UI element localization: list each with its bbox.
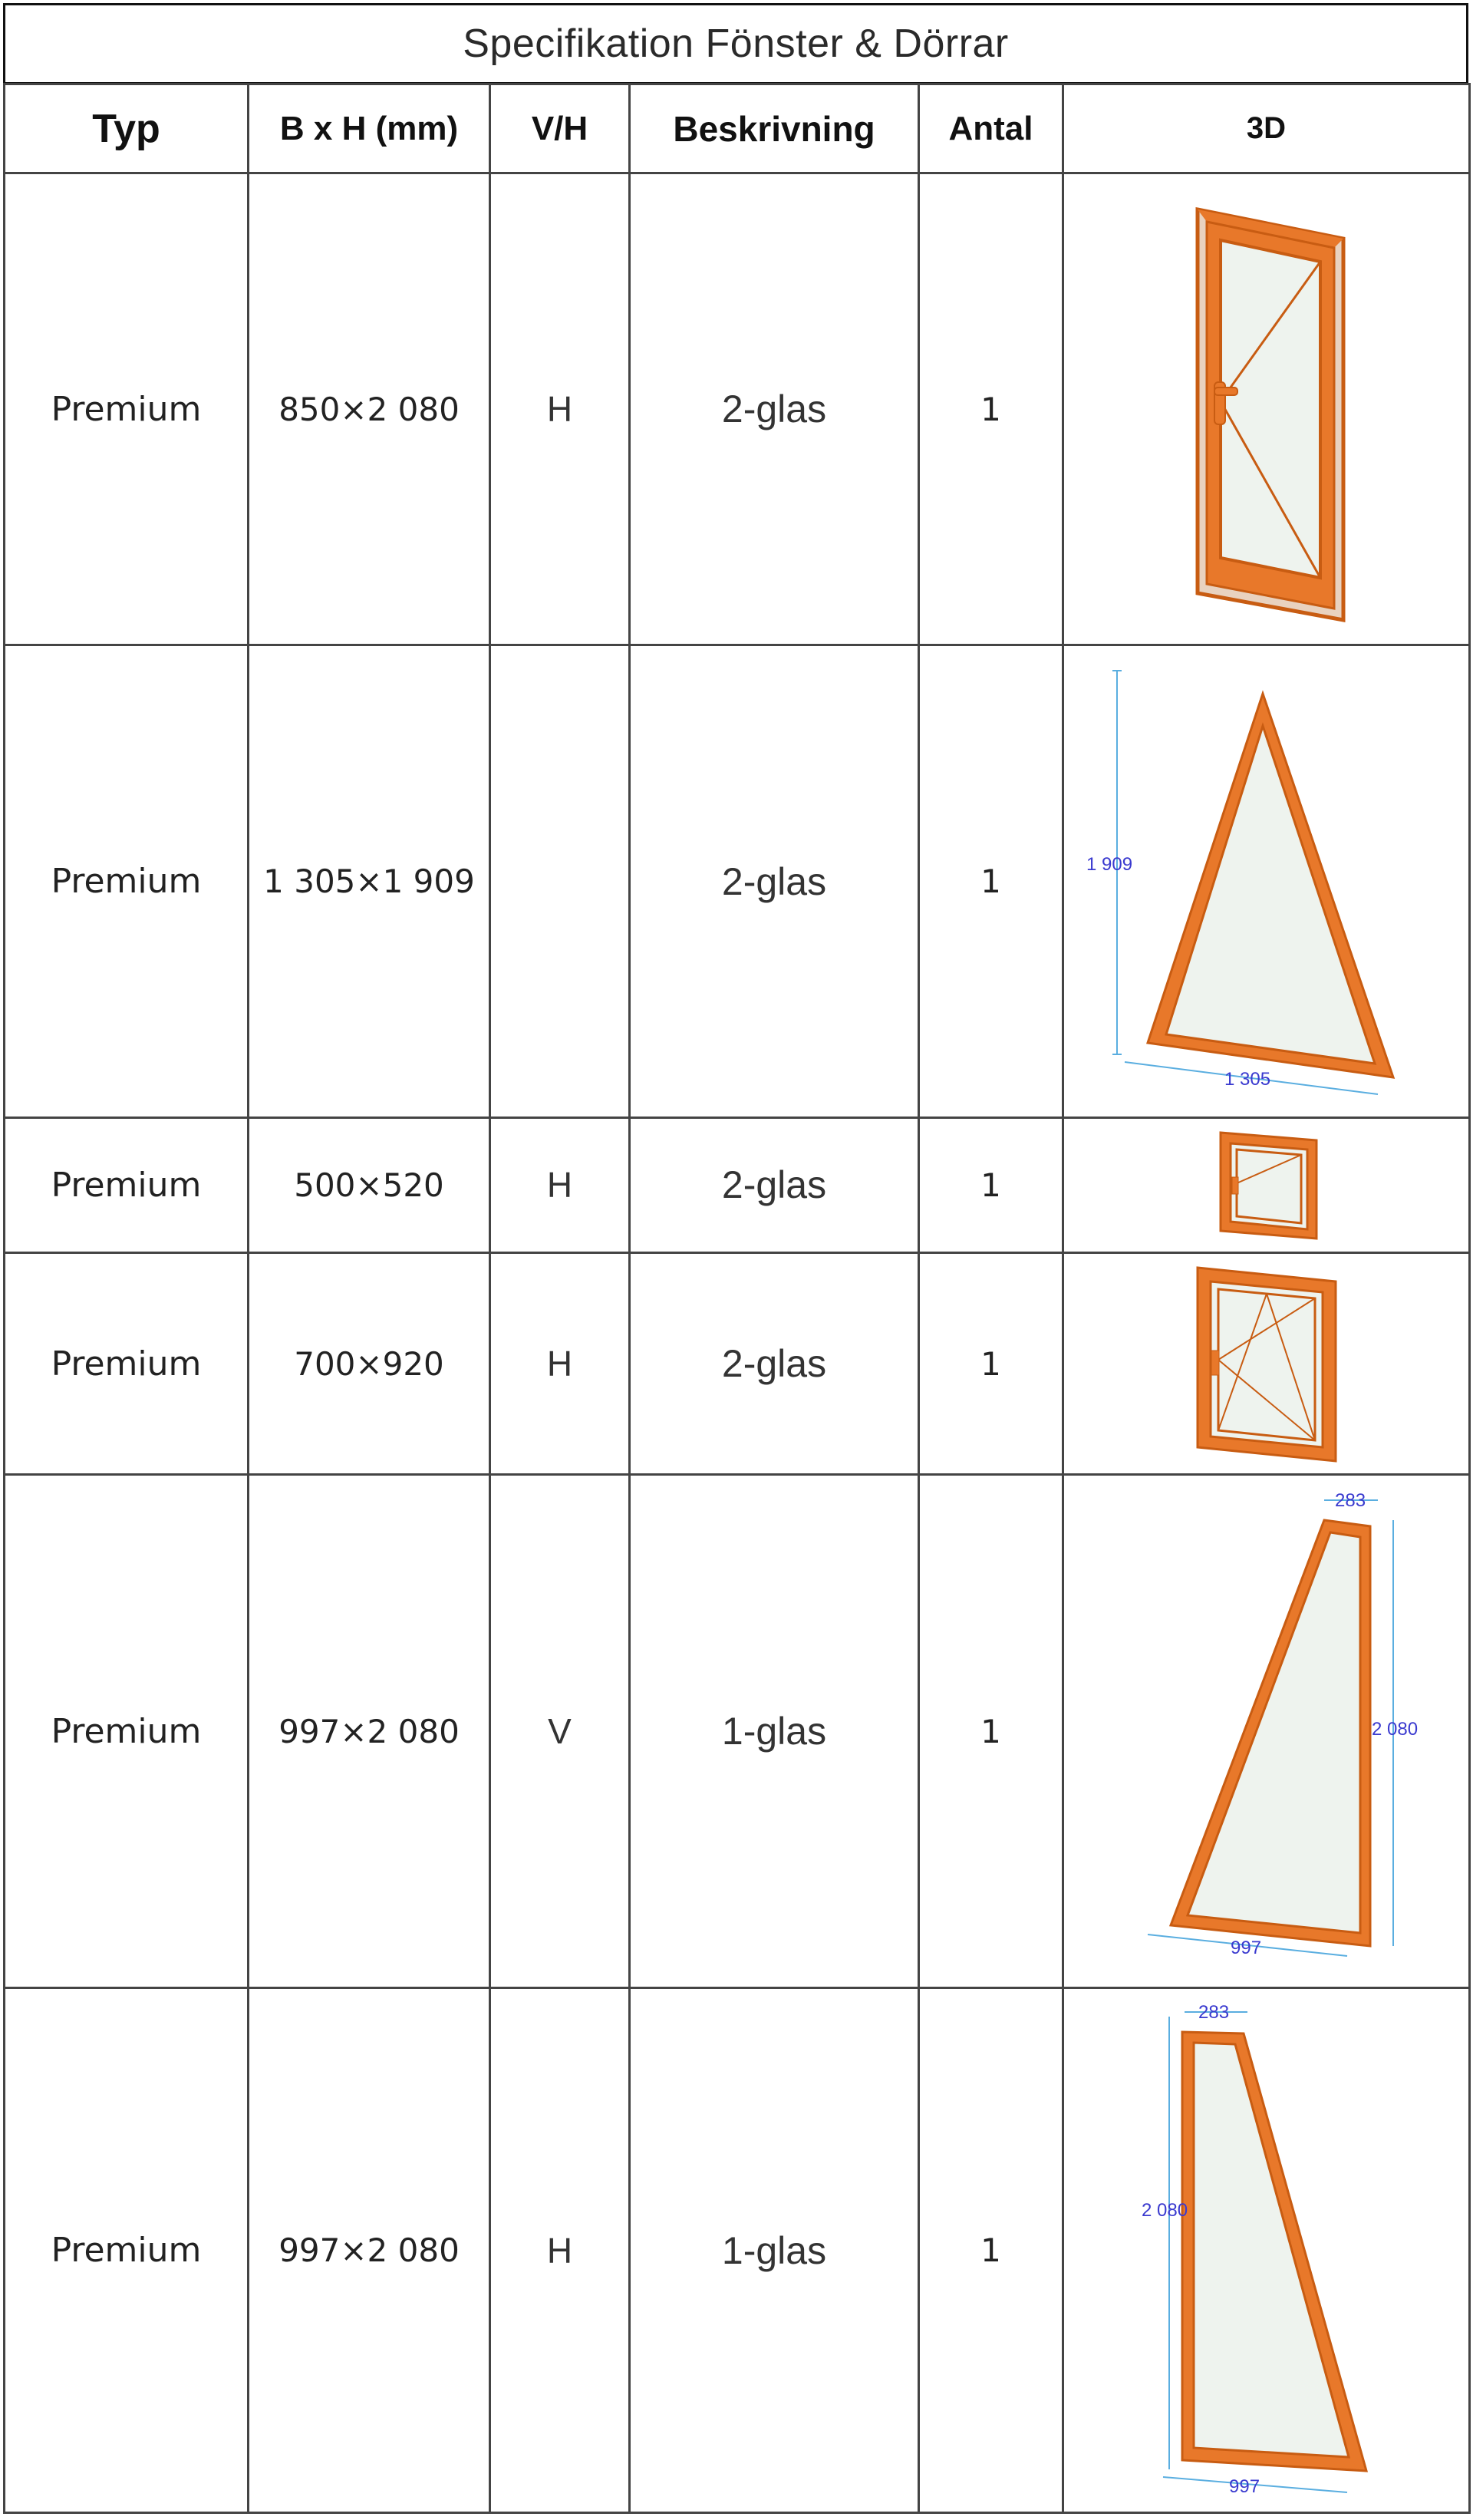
cell-3d bbox=[1063, 645, 1470, 1117]
dim-height-label: 2 080 bbox=[1141, 2199, 1188, 2221]
cell-antal: 1 bbox=[919, 645, 1063, 1117]
cell-typ: Premium bbox=[5, 645, 249, 1117]
table-row bbox=[5, 173, 1470, 645]
cell-antal: 1 bbox=[919, 173, 1063, 645]
cell-dimensions: 850×2 080 bbox=[249, 173, 490, 645]
dim-width-label: 1 305 bbox=[1224, 1068, 1270, 1090]
header-3d: 3D bbox=[1063, 84, 1470, 173]
dim-width-label: 997 bbox=[1228, 2475, 1260, 2497]
triangle-window-icon bbox=[1071, 655, 1462, 1108]
dim-width-label: 997 bbox=[1230, 1938, 1261, 1959]
cell-antal: 1 bbox=[919, 1475, 1063, 1988]
header-row bbox=[5, 84, 1470, 173]
cell-vh: H bbox=[490, 1252, 630, 1475]
spec-table bbox=[3, 83, 1471, 2514]
cell-dimensions: 500×520 bbox=[249, 1117, 490, 1252]
cell-dimensions: 997×2 080 bbox=[249, 1475, 490, 1988]
cell-vh: H bbox=[490, 1117, 630, 1252]
cell-3d bbox=[1063, 1252, 1470, 1475]
header-beskrivning: Beskrivning bbox=[630, 84, 919, 173]
cell-vh: H bbox=[490, 1988, 630, 2513]
header-typ: Typ bbox=[5, 84, 249, 173]
cell-beskrivning: 2-glas bbox=[630, 1252, 919, 1475]
cell-vh: V bbox=[490, 1475, 630, 1988]
cell-typ: Premium bbox=[5, 1252, 249, 1475]
trapezoid-window-left-icon bbox=[1071, 1489, 1462, 1973]
cell-beskrivning: 1-glas bbox=[630, 1988, 919, 2513]
cell-antal: 1 bbox=[919, 1252, 1063, 1475]
cell-dimensions: 997×2 080 bbox=[249, 1988, 490, 2513]
tilt-turn-window-icon bbox=[1186, 1260, 1347, 1467]
dim-top-label: 283 bbox=[1334, 1490, 1366, 1512]
cell-3d bbox=[1063, 173, 1470, 645]
dim-height-label: 2 080 bbox=[1371, 1719, 1418, 1740]
table-row bbox=[5, 1117, 1470, 1252]
cell-typ: Premium bbox=[5, 1475, 249, 1988]
table-row bbox=[5, 1988, 1470, 2513]
cell-typ: Premium bbox=[5, 1988, 249, 2513]
cell-beskrivning: 1-glas bbox=[630, 1475, 919, 1988]
cell-dimensions: 1 305×1 909 bbox=[249, 645, 490, 1117]
table-title: Specifikation Fönster & Dörrar bbox=[3, 3, 1468, 84]
dim-height-label: 1 909 bbox=[1086, 853, 1132, 875]
cell-beskrivning: 2-glas bbox=[630, 645, 919, 1117]
cell-dimensions: 700×920 bbox=[249, 1252, 490, 1475]
small-window-icon bbox=[1209, 1123, 1324, 1246]
table-row bbox=[5, 645, 1470, 1117]
header-vh: V/H bbox=[490, 84, 630, 173]
cell-antal: 1 bbox=[919, 1988, 1063, 2513]
cell-3d bbox=[1063, 1475, 1470, 1988]
cell-3d bbox=[1063, 1117, 1470, 1252]
cell-3d bbox=[1063, 1988, 1470, 2513]
cell-antal: 1 bbox=[919, 1117, 1063, 1252]
cell-vh: H bbox=[490, 173, 630, 645]
cell-beskrivning: 2-glas bbox=[630, 1117, 919, 1252]
trapezoid-window-right-icon bbox=[1071, 2001, 1462, 2500]
header-antal: Antal bbox=[919, 84, 1063, 173]
cell-vh bbox=[490, 645, 630, 1117]
door-icon bbox=[1167, 194, 1366, 624]
cell-beskrivning: 2-glas bbox=[630, 173, 919, 645]
table-row bbox=[5, 1252, 1470, 1475]
header-dimensions: B x H (mm) bbox=[249, 84, 490, 173]
table-row bbox=[5, 1475, 1470, 1988]
dim-top-label: 283 bbox=[1198, 2001, 1229, 2023]
cell-typ: Premium bbox=[5, 173, 249, 645]
cell-typ: Premium bbox=[5, 1117, 249, 1252]
